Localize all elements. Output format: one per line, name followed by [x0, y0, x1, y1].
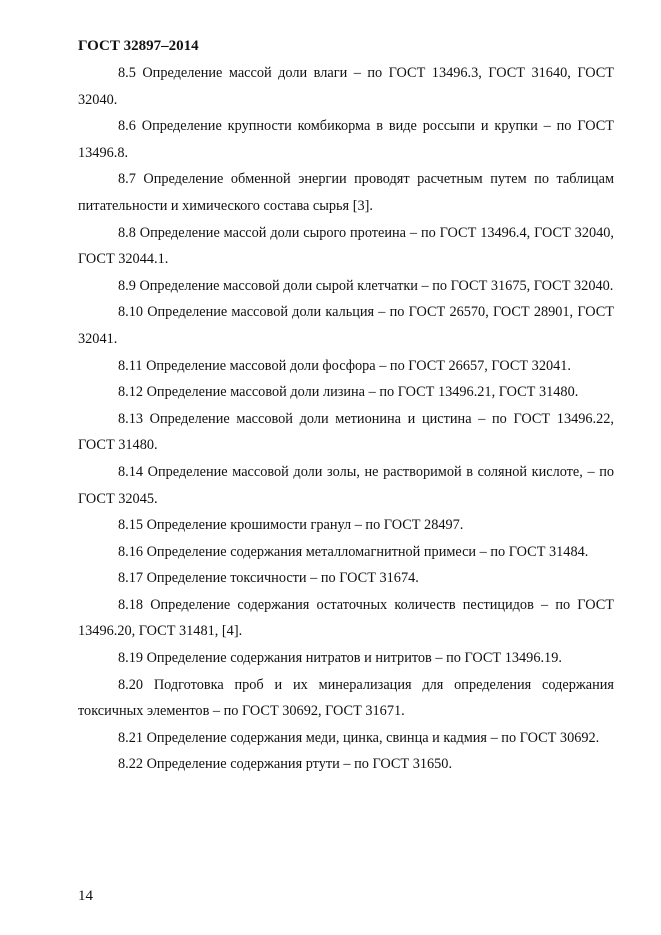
paragraph-8-18: 8.18 Определение содержания остаточных количеств пестицидов – по ГОСТ 13496.20, ГОСТ 31481, [4]. [78, 596, 614, 640]
document-body [78, 60, 614, 778]
paragraph-8-21: 8.21 Определение содержания меди, цинка, свинца и кадмия – по ГОСТ 30692. [118, 729, 600, 746]
paragraph-8-13: 8.13 Определение массовой доли метионина и цистина – по ГОСТ 13496.22, ГОСТ 31480. [78, 410, 614, 454]
paragraph-8-9: 8.9 Определение массовой доли сырой клетчатки – по ГОСТ 31675, ГОСТ 32040. [118, 277, 614, 294]
paragraph-8-8: 8.8 Определение массой доли сырого протеина – по ГОСТ 13496.4, ГОСТ 32040, ГОСТ 32044.1. [78, 224, 614, 268]
paragraph-8-6: 8.6 Определение крупности комбикорма в виде россыпи и крупки – по ГОСТ 13496.8. [78, 118, 614, 161]
paragraph-8-16: 8.16 Определение содержания металломагнитной примеси – по ГОСТ 31484. [118, 543, 589, 560]
paragraph-8-12: 8.12 Определение массовой доли лизина – по ГОСТ 13496.21, ГОСТ 31480. [118, 384, 579, 401]
paragraph-8-17: 8.17 Определение токсичности – по ГОСТ 31674. [118, 570, 419, 587]
paragraph-8-19: 8.19 Определение содержания нитратов и нитритов – по ГОСТ 13496.19. [118, 650, 562, 667]
paragraph-8-20: 8.20 Подготовка проб и их минерализация для определения содержания токсичных элементов – по ГОСТ 30692, ГОСТ 31671. [78, 676, 614, 720]
paragraph-8-5: 8.5 Определение массой доли влаги – по ГОСТ 13496.3, ГОСТ 31640, ГОСТ 32040. [78, 65, 614, 108]
paragraph-8-15: 8.15 Определение крошимости гранул – по ГОСТ 28497. [118, 517, 464, 534]
paragraph-8-11: 8.11 Определение массовой доли фосфора – по ГОСТ 26657, ГОСТ 32041. [118, 357, 571, 374]
paragraph-8-14: 8.14 Определение массовой доли золы, не растворимой в соляной кислоте, – по ГОСТ 32045. [78, 463, 614, 507]
paragraph-8-10: 8.10 Определение массовой доли кальция – по ГОСТ 26570, ГОСТ 28901, ГОСТ 32041. [78, 304, 614, 347]
document-header: ГОСТ 32897–2014 [78, 38, 199, 54]
paragraph-8-7: 8.7 Определение обменной энергии проводят расчетным путем по таблицам питательности и химического состава сырья [3]. [78, 171, 614, 214]
paragraph-8-22: 8.22 Определение содержания ртути – по ГОСТ 31650. [118, 756, 453, 773]
page-number: 14 [78, 888, 93, 904]
